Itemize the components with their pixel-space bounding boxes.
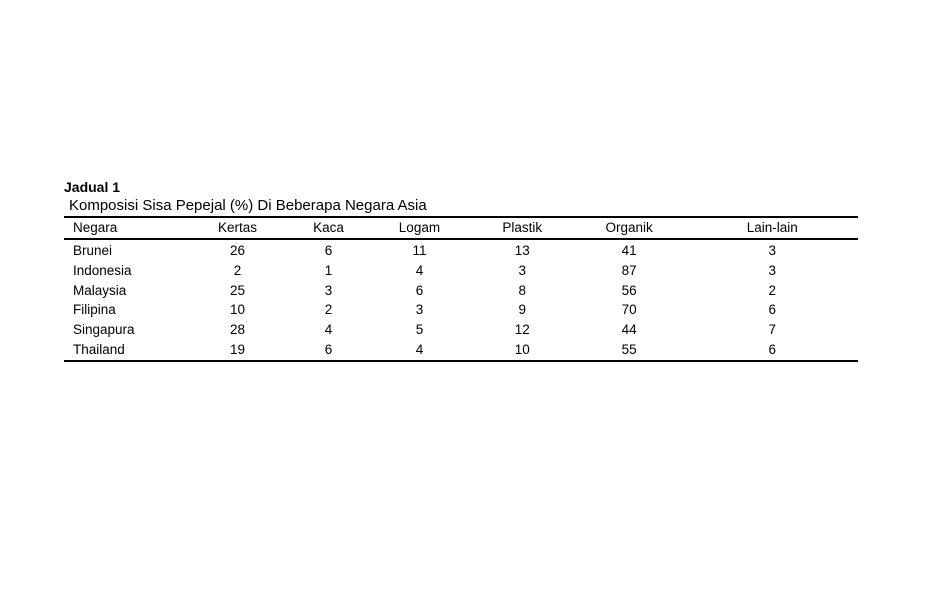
header-kertas: Kertas bbox=[217, 220, 257, 235]
cell-organik: 41 bbox=[621, 243, 637, 258]
waste-composition-table bbox=[64, 216, 858, 362]
cell-country: Malaysia bbox=[73, 282, 127, 298]
cell-country: Brunei bbox=[73, 243, 113, 258]
cell-lain-lain: 6 bbox=[768, 341, 777, 357]
table-label: Jadual 1 bbox=[64, 179, 121, 195]
cell-plastik: 9 bbox=[518, 302, 527, 318]
cell-organik: 55 bbox=[621, 341, 637, 357]
cell-country: Indonesia bbox=[73, 262, 132, 278]
cell-logam: 3 bbox=[415, 302, 424, 318]
cell-lain-lain: 2 bbox=[768, 282, 777, 298]
cell-logam: 6 bbox=[415, 282, 424, 298]
table-row bbox=[64, 340, 858, 361]
table-row bbox=[64, 239, 858, 261]
cell-organik: 70 bbox=[621, 302, 637, 318]
cell-kertas: 19 bbox=[229, 341, 245, 357]
table-caption: Komposisi Sisa Pepejal (%) Di Beberapa Negara Asia bbox=[69, 197, 427, 214]
cell-kertas: 25 bbox=[229, 282, 245, 298]
cell-logam: 4 bbox=[415, 341, 424, 357]
table-row bbox=[64, 320, 858, 340]
cell-kaca: 4 bbox=[324, 322, 333, 338]
cell-country: Filipina bbox=[73, 302, 116, 318]
cell-kertas: 2 bbox=[233, 262, 242, 278]
cell-logam: 5 bbox=[415, 322, 424, 338]
cell-logam: 11 bbox=[412, 243, 427, 258]
cell-kaca: 6 bbox=[324, 341, 333, 357]
cell-kertas: 26 bbox=[229, 243, 245, 258]
table-row bbox=[64, 281, 858, 301]
cell-kertas: 10 bbox=[229, 302, 245, 318]
header-plastik: Plastik bbox=[502, 220, 543, 235]
header-lain-lain: Lain-lain bbox=[746, 220, 798, 235]
cell-plastik: 10 bbox=[514, 341, 530, 357]
cell-lain-lain: 6 bbox=[768, 302, 777, 318]
header-negara: Negara bbox=[73, 220, 118, 235]
cell-organik: 44 bbox=[621, 322, 637, 338]
cell-plastik: 3 bbox=[518, 262, 527, 278]
cell-kaca: 1 bbox=[324, 262, 333, 278]
cell-organik: 56 bbox=[621, 282, 637, 298]
table-row bbox=[64, 300, 858, 320]
header-logam: Logam bbox=[398, 220, 441, 235]
document-page bbox=[64, 178, 858, 362]
cell-kertas: 28 bbox=[229, 322, 245, 338]
cell-plastik: 12 bbox=[514, 322, 530, 338]
cell-kaca: 3 bbox=[324, 282, 333, 298]
table-header-row bbox=[64, 217, 858, 239]
cell-lain-lain: 7 bbox=[768, 322, 777, 338]
cell-plastik: 8 bbox=[518, 282, 527, 298]
cell-country: Singapura bbox=[73, 322, 135, 338]
cell-kaca: 6 bbox=[324, 243, 333, 258]
header-organik: Organik bbox=[605, 220, 653, 235]
header-kaca: Kaca bbox=[313, 220, 344, 235]
cell-kaca: 2 bbox=[324, 302, 333, 318]
cell-plastik: 13 bbox=[514, 243, 530, 258]
cell-logam: 4 bbox=[415, 262, 424, 278]
cell-lain-lain: 3 bbox=[768, 262, 777, 278]
cell-lain-lain: 3 bbox=[768, 243, 777, 258]
table-row bbox=[64, 261, 858, 281]
cell-organik: 87 bbox=[621, 262, 637, 278]
cell-country: Thailand bbox=[73, 341, 125, 357]
